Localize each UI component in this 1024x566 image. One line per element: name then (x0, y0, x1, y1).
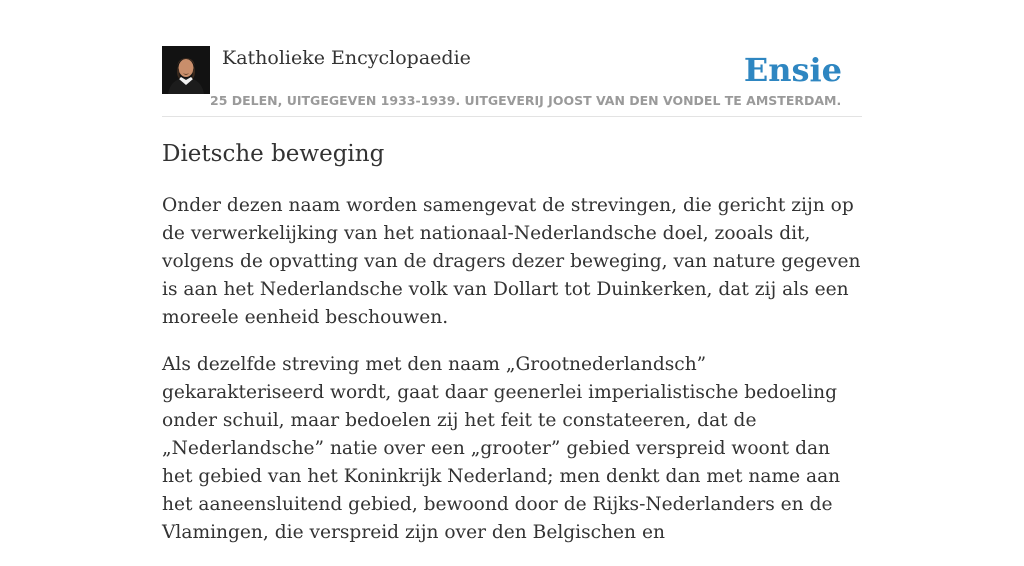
source-meta: 25 DELEN, UITGEGEVEN 1933-1939. UITGEVERIJ JOOST VAN DEN VONDEL TE AMSTERDAM. (210, 93, 842, 108)
source-avatar[interactable] (162, 46, 210, 94)
portrait-icon (162, 46, 210, 94)
ensie-logo[interactable]: Ensie (743, 51, 842, 89)
article-body (162, 192, 866, 566)
source-header (162, 0, 862, 117)
source-title[interactable]: Katholieke Encyclopaedie (222, 47, 471, 69)
article-paragraph: Onder dezen naam worden samengevat de strevingen, die gericht zijn op de verwerkelijking van het nationaal-Nederlandsche doel, zooals dit, volgens de opvatting van de dragers dezer beweging, van nature gegeven is aan het Nederlandsche volk van Dollart tot Duinkerken, dat zij als een moreele eenheid beschouwen. (162, 195, 861, 328)
article-paragraph: Als dezelfde streving met den naam „Grootnederlandsch” gekarakteriseerd wordt, gaat daar geenerlei imperialistische bedoeling onder schuil, maar bedoelen zij het feit te constateeren, dat de „Nederlandsche” natie over een „grooter” gebied verspreid woont dan het gebied van het Koninkrijk Nederland; men denkt dan met name aan het aaneensluitend gebied, bewoond door de Rijks-Nederlanders en de Vlamingen, die verspreid zijn over den Belgischen en (162, 354, 841, 543)
article-page (162, 0, 862, 543)
article-title: Dietsche beweging (162, 141, 385, 167)
